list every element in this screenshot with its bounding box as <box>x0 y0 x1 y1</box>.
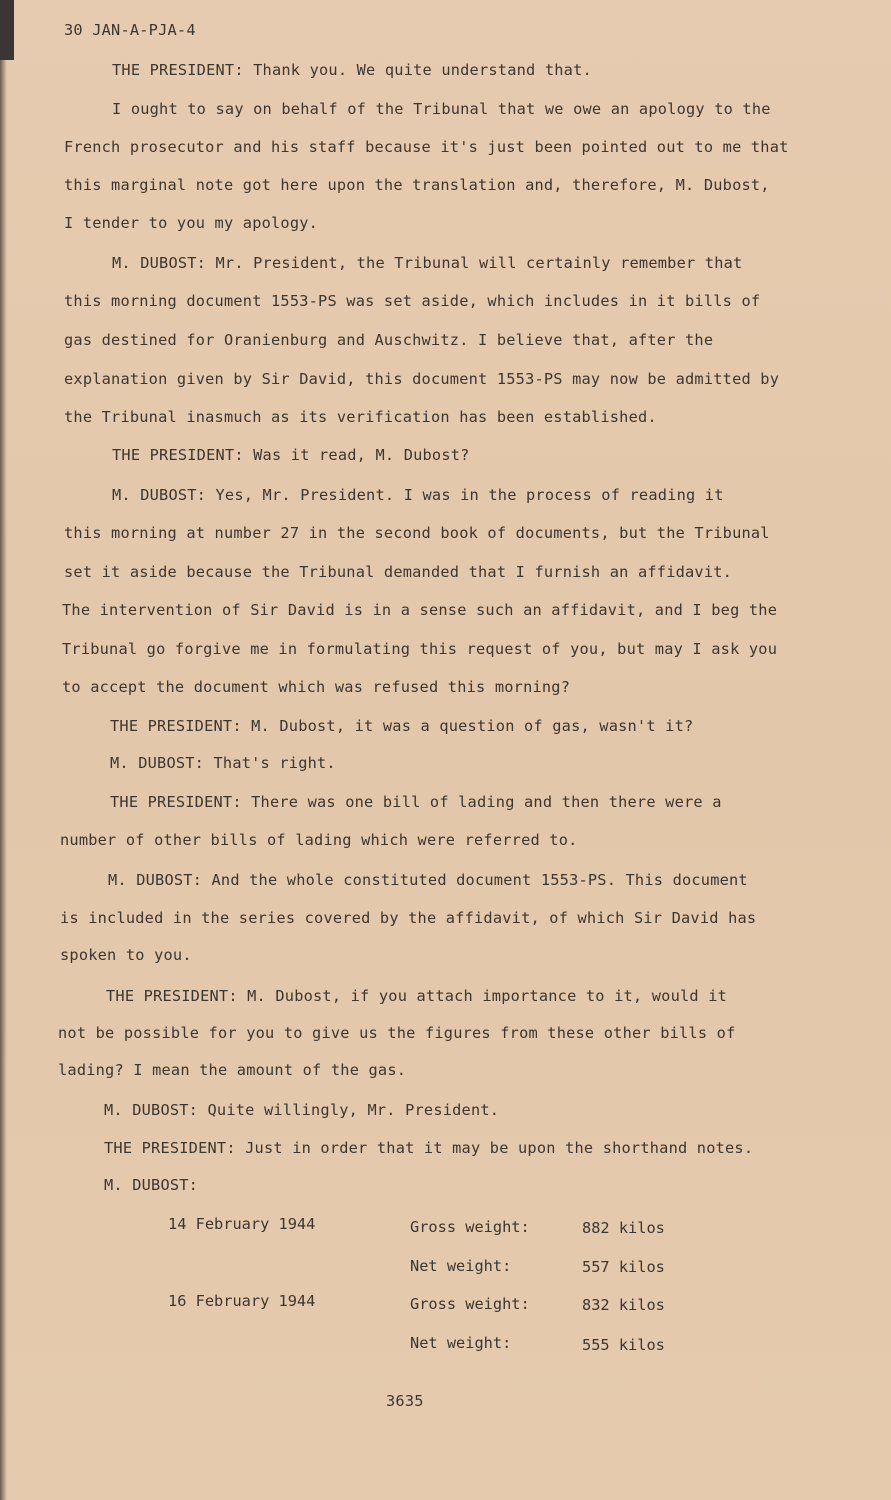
text-line: The intervention of Sir David is in a sense such an affidavit, and I beg the <box>62 601 778 619</box>
text-line: M. DUBOST: Yes, Mr. President. I was in the process of reading it <box>112 486 724 504</box>
text-line: set it aside because the Tribunal demanded that I furnish an affidavit. <box>64 563 733 581</box>
text-line: I ought to say on behalf of the Tribunal that we owe an apology to the <box>112 100 771 118</box>
text-line: THE PRESIDENT: There was one bill of lading and then there were a <box>110 793 722 811</box>
text-line: M. DUBOST: Quite willingly, Mr. President. <box>104 1101 500 1119</box>
text-line: lading? I mean the amount of the gas. <box>58 1061 407 1079</box>
text-line: spoken to you. <box>60 946 192 964</box>
text-line: to accept the document which was refused this morning? <box>62 678 571 696</box>
page-number: 3635 <box>386 1392 424 1410</box>
page-edge <box>0 0 7 1500</box>
text-line: gas destined for Oranienburg and Auschwitz. I believe that, after the <box>64 331 714 349</box>
text-line: M. DUBOST: <box>104 1176 199 1194</box>
weight-label: Gross weight: <box>410 1295 530 1313</box>
text-line: the Tribunal inasmuch as its verification has been established. <box>64 408 657 426</box>
text-line: THE PRESIDENT: M. Dubost, it was a question of gas, wasn't it? <box>110 717 694 735</box>
text-line: THE PRESIDENT: Just in order that it may be upon the shorthand notes. <box>104 1139 754 1157</box>
text-line: M. DUBOST: That's right. <box>110 754 336 772</box>
weight-label: Net weight: <box>410 1334 512 1352</box>
text-line: not be possible for you to give us the figures from these other bills of <box>58 1024 736 1042</box>
text-line: THE PRESIDENT: M. Dubost, if you attach importance to it, would it <box>106 987 728 1005</box>
page-corner-shadow <box>0 0 14 60</box>
weight-date: 14 February 1944 <box>168 1215 316 1233</box>
text-line: this marginal note got here upon the translation and, therefore, M. Dubost, <box>64 176 770 194</box>
text-line: this morning at number 27 in the second book of documents, but the Tribunal <box>64 524 770 542</box>
text-line: I tender to you my apology. <box>64 214 319 232</box>
weight-value: 555 kilos <box>582 1336 665 1354</box>
weight-label: Gross weight: <box>410 1218 530 1236</box>
weight-value: 832 kilos <box>582 1296 665 1314</box>
text-line: Tribunal go forgive me in formulating this request of you, but may I ask you <box>62 640 778 658</box>
text-line: explanation given by Sir David, this document 1553-PS may now be admitted by <box>64 370 780 388</box>
weight-value: 557 kilos <box>582 1258 665 1276</box>
weight-date: 16 February 1944 <box>168 1292 316 1310</box>
text-line: THE PRESIDENT: Was it read, M. Dubost? <box>112 446 470 464</box>
text-line: number of other bills of lading which were referred to. <box>60 831 578 849</box>
text-line: M. DUBOST: Mr. President, the Tribunal will certainly remember that <box>112 254 743 272</box>
page-header: 30 JAN-A-PJA-4 <box>64 21 196 39</box>
weight-label: Net weight: <box>410 1257 512 1275</box>
weight-value: 882 kilos <box>582 1219 665 1237</box>
text-line: this morning document 1553-PS was set aside, which includes in it bills of <box>64 292 761 310</box>
text-line: is included in the series covered by the affidavit, of which Sir David has <box>60 909 757 927</box>
text-line: French prosecutor and his staff because it's just been pointed out to me that <box>64 138 789 156</box>
text-line: M. DUBOST: And the whole constituted document 1553-PS. This document <box>108 871 748 889</box>
text-line: THE PRESIDENT: Thank you. We quite understand that. <box>112 61 592 79</box>
